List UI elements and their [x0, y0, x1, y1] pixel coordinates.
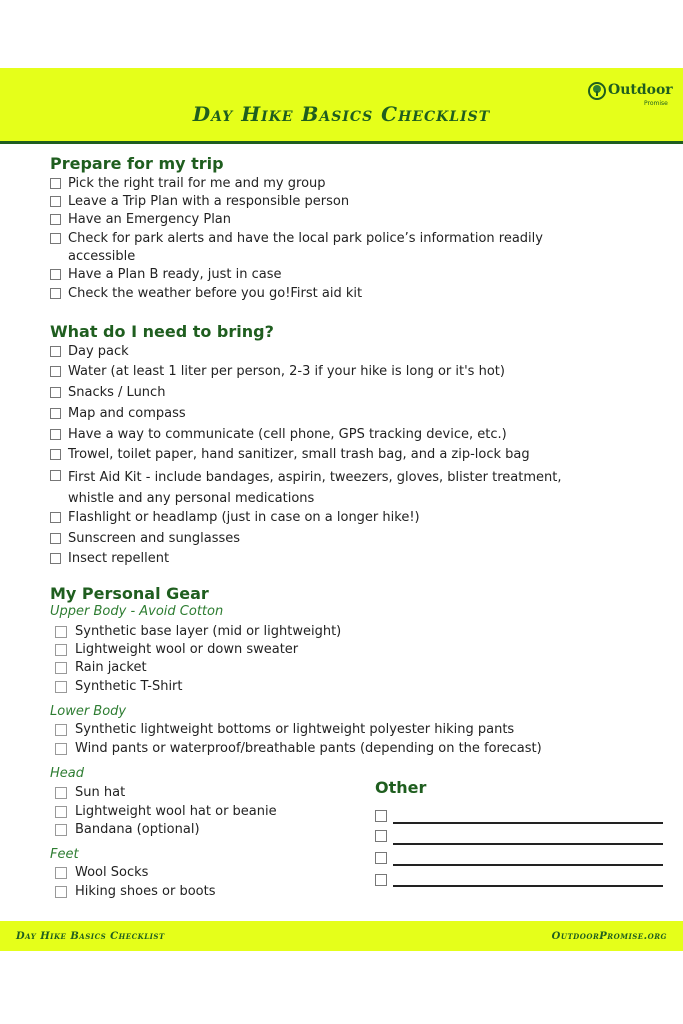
subhead-head: Head [50, 766, 84, 781]
section-title-prepare: Prepare for my trip [50, 154, 224, 173]
checklist-item[interactable]: Have a Plan B ready, just in case [50, 266, 610, 284]
other-fill-line[interactable] [393, 864, 663, 866]
section-title-bring: What do I need to bring? [50, 322, 274, 341]
checklist-item[interactable]: Have an Emergency Plan [50, 211, 610, 229]
checkbox[interactable] [50, 553, 61, 564]
checkbox[interactable] [55, 824, 67, 836]
section-title-gear: My Personal Gear [50, 584, 209, 603]
checklist-item[interactable]: Trowel, toilet paper, hand sanitizer, small trash bag, and a zip-lock bag [50, 446, 650, 464]
checklist-item[interactable]: Sun hat [50, 784, 350, 802]
section-title-other: Other [375, 778, 427, 797]
checkbox[interactable] [50, 233, 61, 244]
checklist-item[interactable]: Synthetic T-Shirt [50, 678, 650, 696]
checkbox[interactable] [50, 449, 61, 460]
checkbox[interactable] [50, 269, 61, 280]
checklist-item[interactable]: First Aid Kit - include bandages, aspirin, tweezers, gloves, blister treatment, whistle and any personal medications [50, 467, 610, 509]
subhead-feet: Feet [50, 847, 79, 862]
checkbox[interactable] [50, 533, 61, 544]
logo-text: Outdoor [608, 82, 673, 98]
checkbox[interactable] [50, 214, 61, 225]
checklist-item[interactable]: Synthetic lightweight bottoms or lightweight polyester hiking pants [50, 721, 670, 739]
other-fill-line[interactable] [393, 885, 663, 887]
checkbox[interactable] [50, 196, 61, 207]
checkbox[interactable] [55, 867, 67, 879]
footer-title: Day Hike Basics Checklist [16, 931, 165, 942]
checklist-item[interactable]: Check for park alerts and have the local park police’s information readily accessible [50, 230, 598, 266]
checklist-item[interactable]: Wind pants or waterproof/breathable pants (depending on the forecast) [50, 740, 670, 758]
checklist-item[interactable]: Lightweight wool or down sweater [50, 641, 650, 659]
checklist-item[interactable]: Day pack [50, 343, 630, 361]
checklist-item[interactable]: Map and compass [50, 405, 630, 423]
checkbox[interactable] [55, 681, 67, 693]
checkbox[interactable] [50, 178, 61, 189]
checklist-item[interactable]: Synthetic base layer (mid or lightweight) [50, 623, 650, 641]
checkbox[interactable] [55, 724, 67, 736]
checkbox[interactable] [55, 743, 67, 755]
checkbox[interactable] [50, 366, 61, 377]
footer-banner [0, 921, 683, 951]
checkbox[interactable] [50, 288, 61, 299]
checkbox[interactable] [55, 787, 67, 799]
checkbox[interactable] [50, 408, 61, 419]
subhead-lower-body: Lower Body [50, 704, 127, 719]
checklist-item[interactable]: Lightweight wool hat or beanie [50, 803, 350, 821]
other-fill-line[interactable] [393, 843, 663, 845]
checklist-item[interactable]: Bandana (optional) [50, 821, 350, 839]
other-fill-line[interactable] [393, 822, 663, 824]
checklist-item[interactable]: Have a way to communicate (cell phone, GPS tracking device, etc.) [50, 426, 630, 444]
other-checkbox[interactable] [375, 830, 387, 842]
checklist-item[interactable]: Flashlight or headlamp (just in case on a longer hike!) [50, 509, 630, 527]
checklist-item[interactable]: Leave a Trip Plan with a responsible person [50, 193, 610, 211]
checklist-item[interactable]: Sunscreen and sunglasses [50, 530, 630, 548]
footer-website[interactable]: OutdoorPromise.org [551, 931, 667, 942]
checkbox[interactable] [55, 644, 67, 656]
checkbox[interactable] [50, 429, 61, 440]
checklist-item[interactable]: Pick the right trail for me and my group [50, 175, 610, 193]
checkbox[interactable] [50, 512, 61, 523]
page-title: Day Hike Basics Checklist [192, 102, 491, 126]
checklist-item[interactable]: Snacks / Lunch [50, 384, 630, 402]
checkbox[interactable] [55, 886, 67, 898]
header-banner [0, 68, 683, 144]
checklist-item[interactable]: Water (at least 1 liter per person, 2-3 if your hike is long or it's hot) [50, 363, 650, 381]
checkbox[interactable] [50, 346, 61, 357]
logo-subtext: Promise [644, 100, 668, 107]
checkbox[interactable] [55, 662, 67, 674]
checklist-item[interactable]: Insect repellent [50, 550, 630, 568]
checklist-item[interactable]: Wool Socks [50, 864, 350, 882]
checkbox[interactable] [55, 626, 67, 638]
checkbox[interactable] [50, 470, 61, 481]
tree-icon [588, 82, 606, 100]
other-checkbox[interactable] [375, 874, 387, 886]
checkbox[interactable] [50, 387, 61, 398]
subhead-upper-body: Upper Body - Avoid Cotton [50, 604, 224, 619]
checklist-item[interactable]: Check the weather before you go!First aid kit [50, 285, 610, 303]
checklist-item[interactable]: Rain jacket [50, 659, 650, 677]
other-checkbox[interactable] [375, 852, 387, 864]
other-checkbox[interactable] [375, 810, 387, 822]
checkbox[interactable] [55, 806, 67, 818]
checklist-item[interactable]: Hiking shoes or boots [50, 883, 350, 901]
